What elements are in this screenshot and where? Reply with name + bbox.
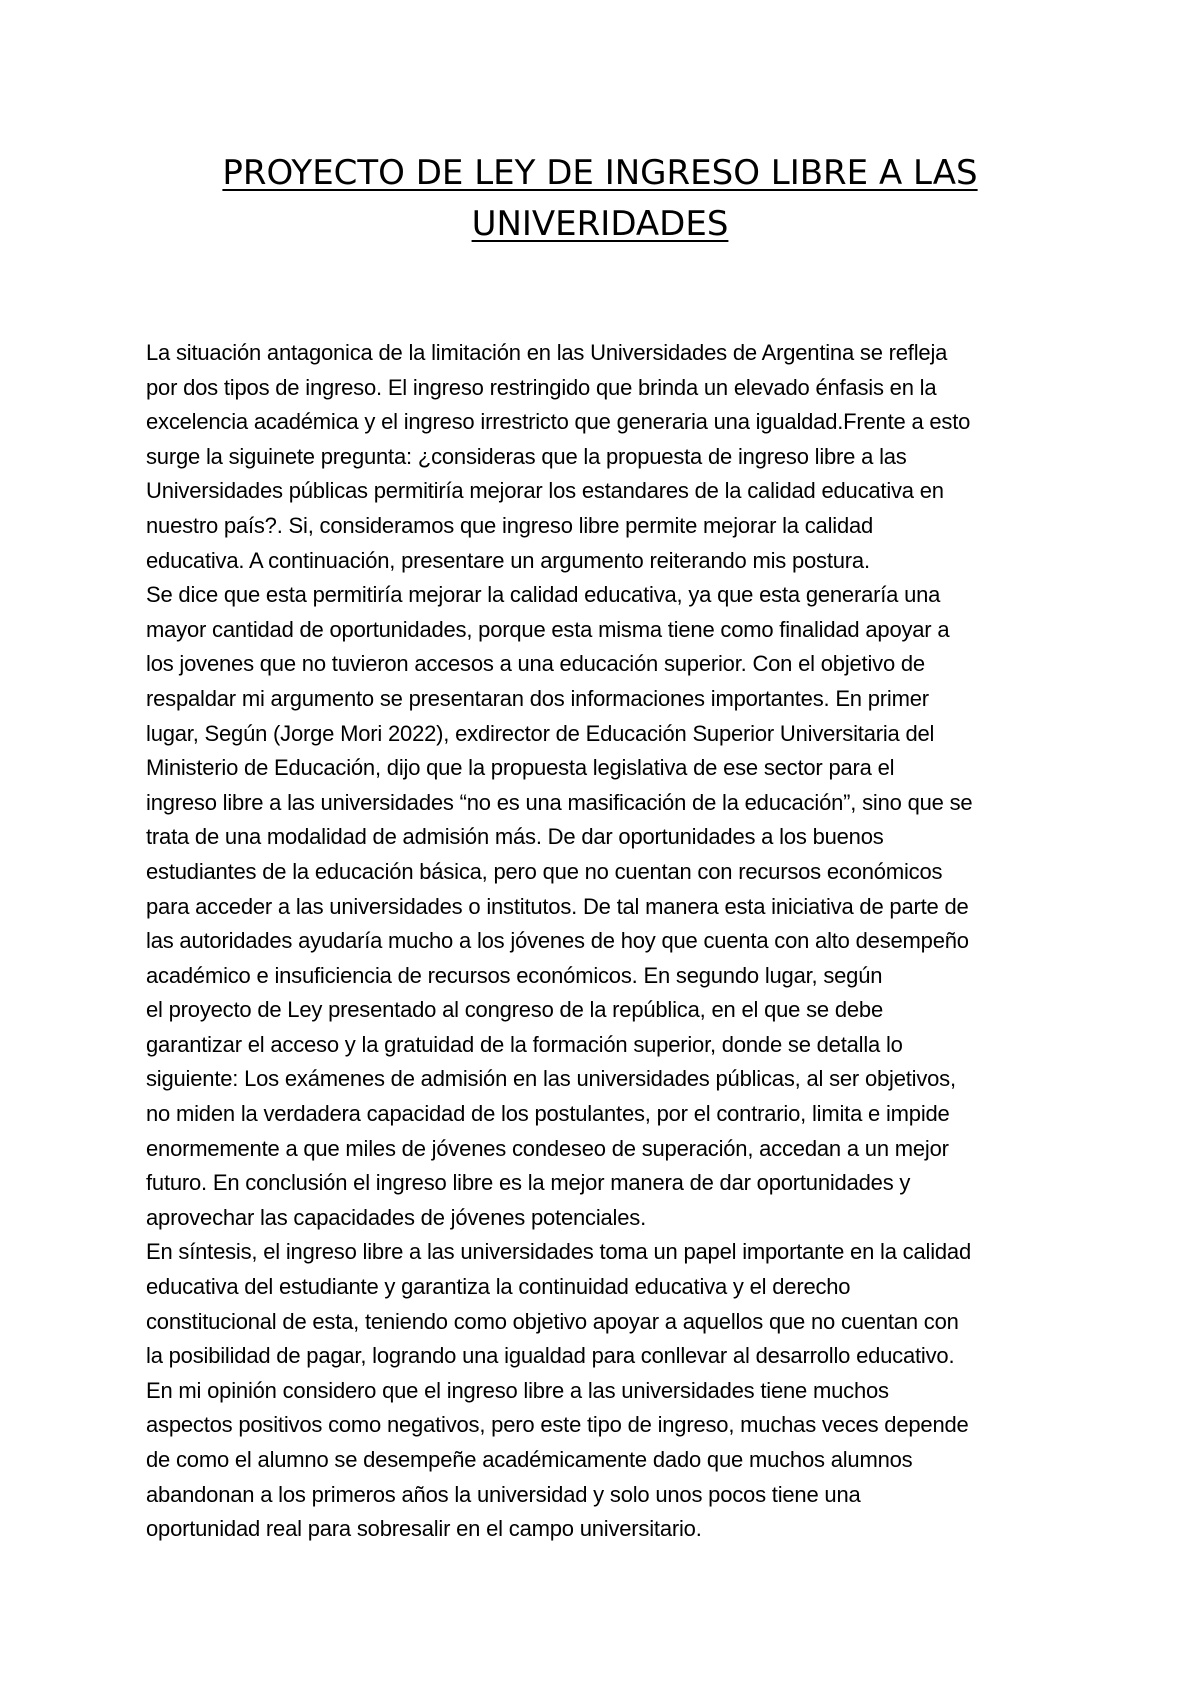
body-text-line: la posibilidad de pagar, logrando una igualdad para conllevar al desarrollo educativo. xyxy=(146,1343,955,1369)
body-text-line: aprovechar las capacidades de jóvenes potenciales. xyxy=(146,1204,646,1230)
body-text-line: el proyecto de Ley presentado al congreso de la república, en el que se debe xyxy=(146,997,883,1023)
body-text-line: por dos tipos de ingreso. El ingreso restringido que brinda un elevado énfasis en la xyxy=(146,374,937,400)
body-text-line: En síntesis, el ingreso libre a las universidades toma un papel importante en la calidad xyxy=(146,1239,971,1265)
body-text-line: Ministerio de Educación, dijo que la propuesta legislativa de ese sector para el xyxy=(146,755,895,781)
body-text-line: nuestro país?. Si, consideramos que ingreso libre permite mejorar la calidad xyxy=(146,512,874,538)
body-text-line: respaldar mi argumento se presentaran dos informaciones importantes. En primer xyxy=(146,685,929,711)
body-text-line: educativa. A continuación, presentare un argumento reiterando mis postura. xyxy=(146,547,870,573)
body-text-line: lugar, Según (Jorge Mori 2022), exdirector de Educación Superior Universitaria del xyxy=(146,720,935,746)
body-text-line: surge la siguinete pregunta: ¿consideras que la propuesta de ingreso libre a las xyxy=(146,443,907,469)
body-text-line: oportunidad real para sobresalir en el campo universitario. xyxy=(146,1516,702,1542)
body-text-line: de como el alumno se desempeñe académicamente dado que muchos alumnos xyxy=(146,1447,913,1472)
body-text-line: Se dice que esta permitiría mejorar la calidad educativa, ya que esta generaría una xyxy=(146,582,941,608)
body-text-line: siguiente: Los exámenes de admisión en las universidades públicas, al ser objetivos, xyxy=(146,1066,956,1092)
body-text-line: aspectos positivos como negativos, pero este tipo de ingreso, muchas veces depende xyxy=(146,1412,969,1438)
body-text-line: futuro. En conclusión el ingreso libre es la mejor manera de dar oportunidades y xyxy=(146,1170,911,1196)
body-text-line: las autoridades ayudaría mucho a los jóvenes de hoy que cuenta con alto desempeño xyxy=(146,928,969,954)
body-text-line: enormemente a que miles de jóvenes condeseo de superación, accedan a un mejor xyxy=(146,1135,949,1161)
title-line: UNIVERIDADES xyxy=(471,204,729,244)
body-text-line: En mi opinión considero que el ingreso libre a las universidades tiene muchos xyxy=(146,1377,889,1403)
body-text-line: estudiantes de la educación básica, pero que no cuentan con recursos económicos xyxy=(146,858,943,884)
body-text-line: académico e insuficiencia de recursos económicos. En segundo lugar, según xyxy=(146,962,883,988)
body-text-line: abandonan a los primeros años la universidad y solo unos pocos tiene una xyxy=(146,1481,861,1507)
body-text-line: para acceder a las universidades o institutos. De tal manera esta iniciativa de parte de xyxy=(146,893,969,919)
body-text-line: mayor cantidad de oportunidades, porque esta misma tiene como finalidad apoyar a xyxy=(146,616,950,642)
body-text-line: ingreso libre a las universidades “no es una masificación de la educación”, sino que se xyxy=(146,789,973,815)
body-text-line: garantizar el acceso y la gratuidad de la formación superior, donde se detalla lo xyxy=(146,1031,903,1057)
document-body xyxy=(146,336,1076,1547)
body-text-line: La situación antagonica de la limitación en las Universidades de Argentina se refleja xyxy=(146,340,948,365)
body-text-line: Universidades públicas permitiría mejorar los estandares de la calidad educativa en xyxy=(146,478,944,504)
body-text-line: trata de una modalidad de admisión más. De dar oportunidades a los buenos xyxy=(146,824,884,850)
document-title xyxy=(130,148,1070,250)
body-text-line: no miden la verdadera capacidad de los postulantes, por el contrario, limita e impide xyxy=(146,1101,950,1127)
title-line: PROYECTO DE LEY DE INGRESO LIBRE A LAS xyxy=(222,153,978,193)
body-text-line: los jovenes que no tuvieron accesos a una educación superior. Con el objetivo de xyxy=(146,651,925,677)
body-text-line: excelencia académica y el ingreso irrestricto que generaria una igualdad.Frente a esto xyxy=(146,409,971,435)
body-text-line: constitucional de esta, teniendo como objetivo apoyar a aquellos que no cuentan con xyxy=(146,1308,959,1334)
body-text-line: educativa del estudiante y garantiza la continuidad educativa y el derecho xyxy=(146,1274,851,1300)
